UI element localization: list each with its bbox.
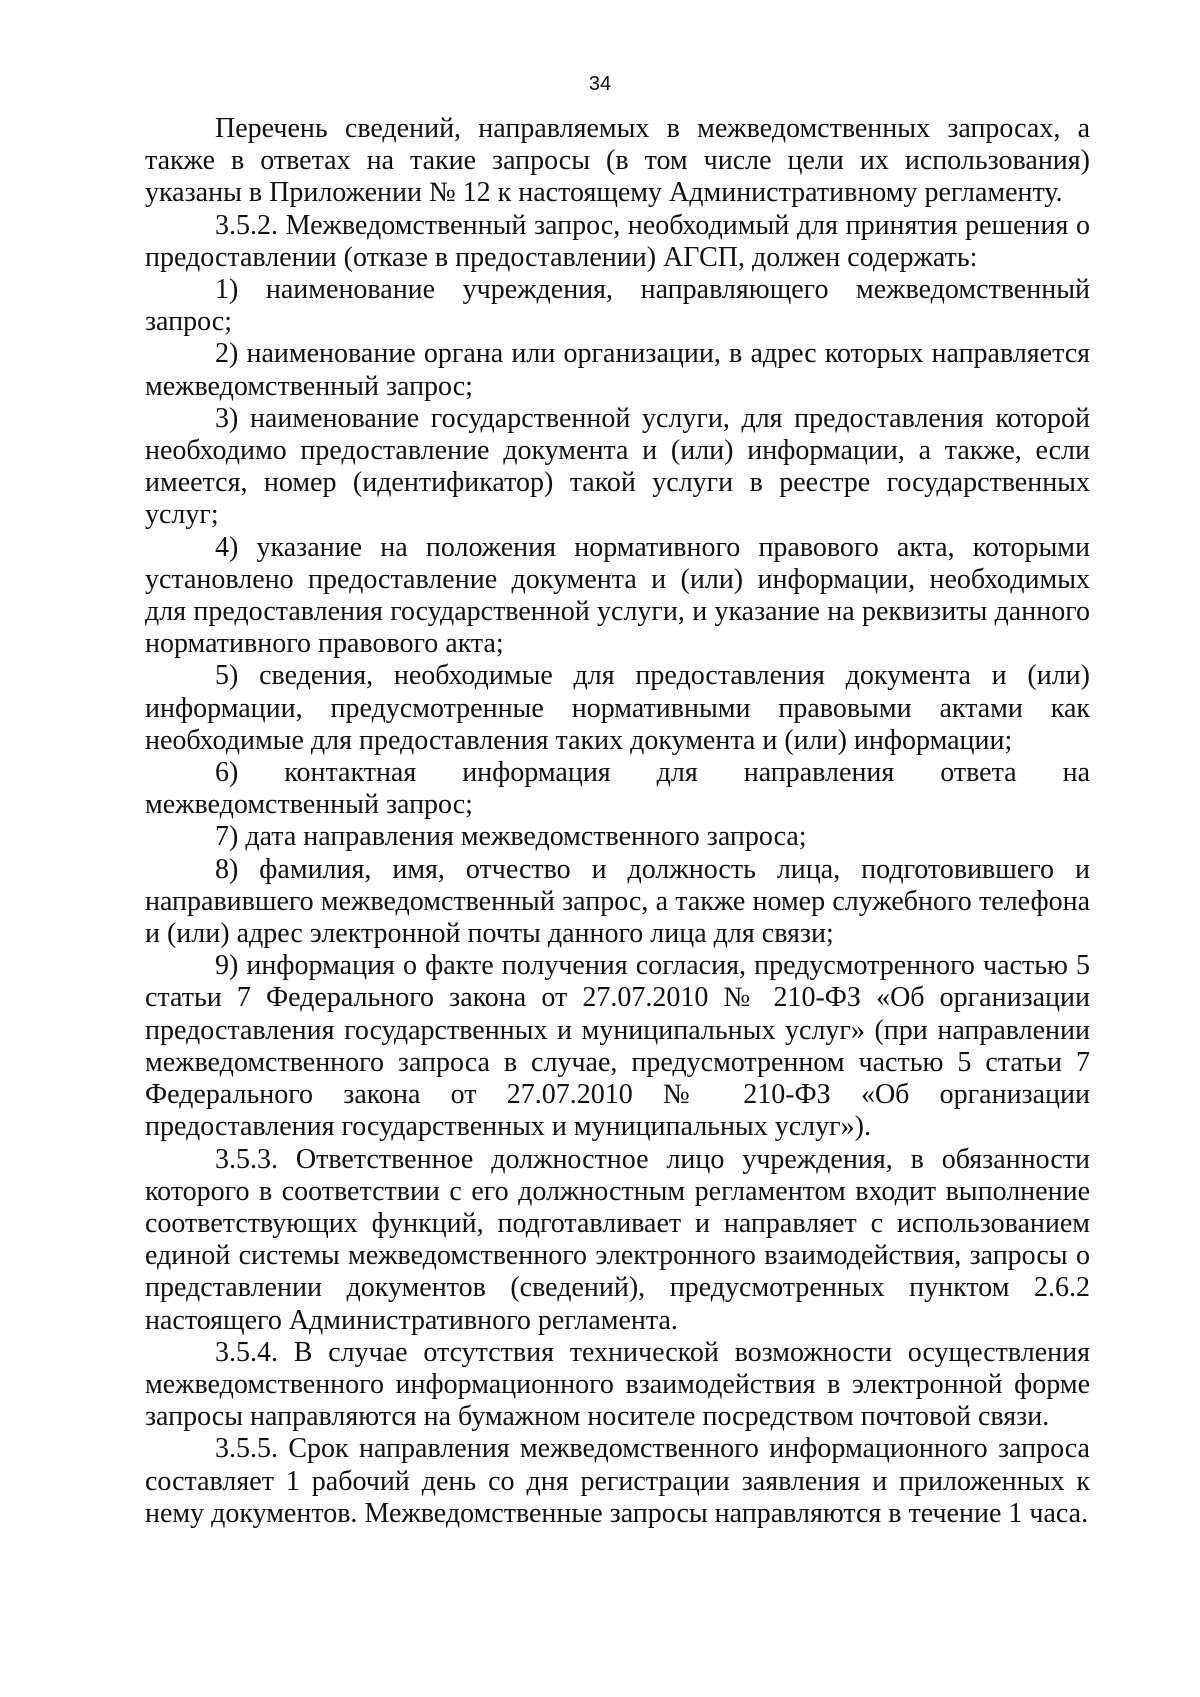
- paragraph: 8) фамилия, имя, отчество и должность лица, подготовившего и направившего межведомственный запрос, а также номер служебного телефона и (или) адрес электронной почты данного лица для связи;: [145, 853, 1090, 950]
- paragraph: 1) наименование учреждения, направляющего межведомственный запрос;: [145, 274, 1090, 338]
- paragraph: 5) сведения, необходимые для предоставления документа и (или) информации, предусмотренные нормативными правовыми актами как необходимые для предоставления таких документа и (или) информации;: [145, 660, 1090, 756]
- page-number: 34: [588, 73, 612, 95]
- paragraph: 6) контактная информация для направления ответа на межведомственный запрос;: [145, 757, 1090, 821]
- paragraph: 7) дата направления межведомственного запроса;: [215, 821, 807, 853]
- paragraph: 3.5.4. В случае отсутствия технической возможности осуществления межведомственного информационного взаимодействия в электронной форме запросы направляются на бумажном носителе посредством почтовой связи.: [145, 1336, 1090, 1433]
- paragraph: 4) указание на положения нормативного правового акта, которыми установлено предоставление документа и (или) информации, необходимых для предоставления государственной услуги, и указание на реквизиты данного нормативного правового акта;: [145, 531, 1090, 660]
- paragraph: 3.5.5. Срок направления межведомственного информационного запроса составляет 1 рабочий день со дня регистрации заявления и приложенных к нему документов. Межведомственные запросы направляются в течение 1 часа.: [145, 1433, 1090, 1529]
- paragraph: 2) наименование органа или организации, в адрес которых направляется межведомственный запрос;: [145, 338, 1090, 402]
- paragraph: 3.5.2. Межведомственный запрос, необходимый для принятия решения о предоставлении (отказе в предоставлении) АГСП, должен содержать:: [145, 209, 1090, 273]
- paragraph: Перечень сведений, направляемых в межведомственных запросах, а также в ответах на такие запросы (в том числе цели их использования) указаны в Приложении № 12 к настоящему Административному регламенту.: [145, 113, 1090, 209]
- document-body: [145, 113, 1090, 1530]
- paragraph: 3.5.3. Ответственное должностное лицо учреждения, в обязанности которого в соответствии с его должностным регламентом входит выполнение соответствующих функций, подготавливает и направляет с использованием единой системы межведомственного электронного взаимодействия, запросы о представлении документов (сведений), предусмотренных пунктом 2.6.2 настоящего Административного регламента.: [145, 1143, 1090, 1336]
- paragraph: 9) информация о факте получения согласия, предусмотренного частью 5 статьи 7 Федерального закона от 27.07.2010 № 210-ФЗ «Об организации предоставления государственных и муниципальных услуг» (при направлении межведомственного запроса в случае, предусмотренном частью 5 статьи 7 Федерального закона от 27.07.2010 № 210-ФЗ «Об организации предоставления государственных и муниципальных услуг»).: [145, 950, 1090, 1143]
- paragraph: 3) наименование государственной услуги, для предоставления которой необходимо предоставление документа и (или) информации, а также, если имеется, номер (идентификатор) такой услуги в реестре государственных услуг;: [145, 402, 1090, 531]
